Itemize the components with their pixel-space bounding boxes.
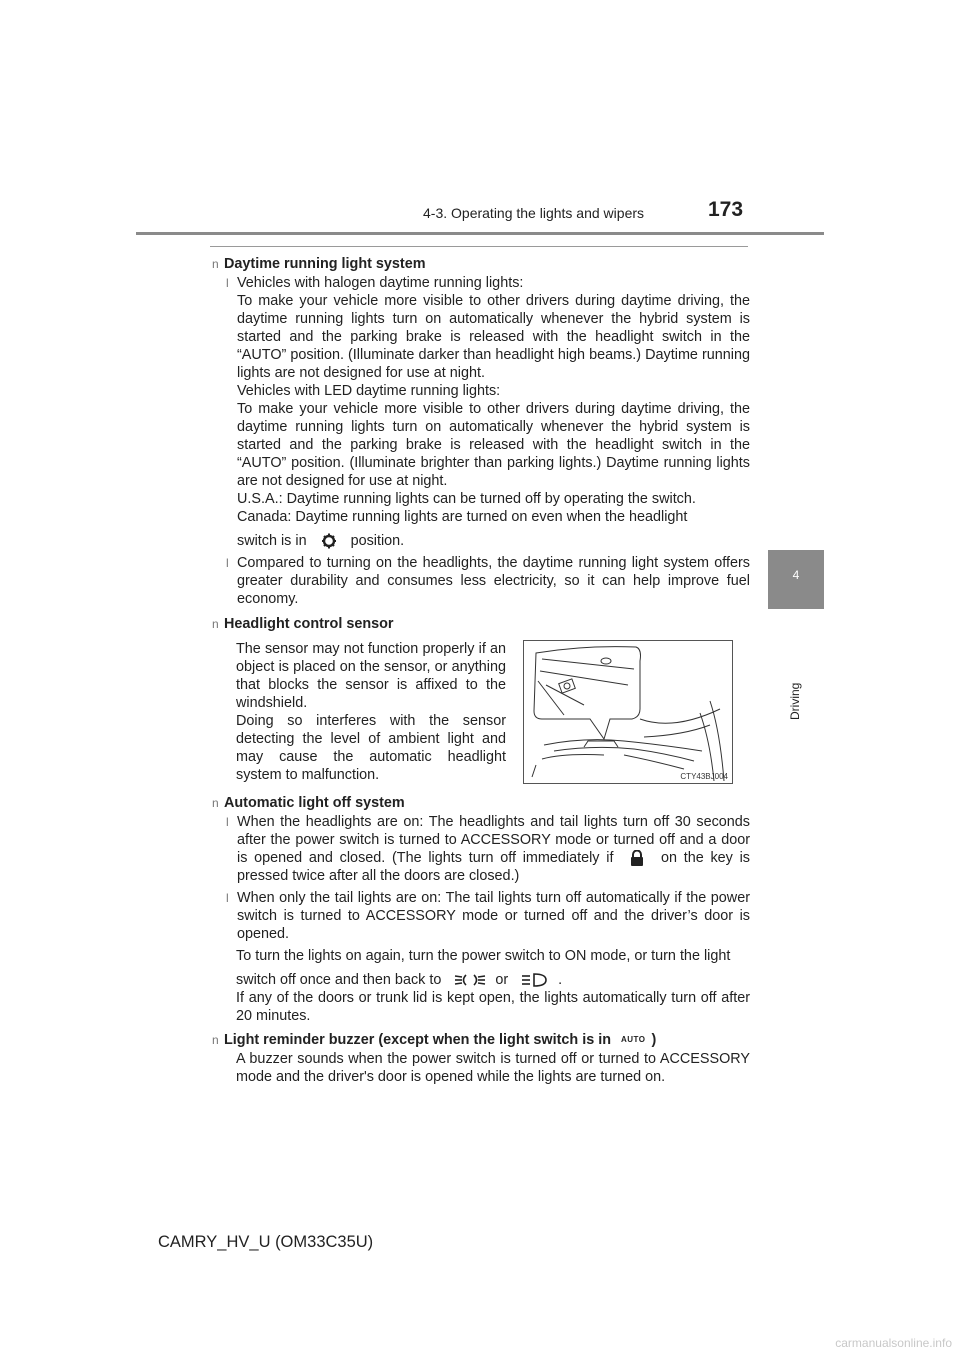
section-title-auto-off: n Automatic light off system — [212, 795, 405, 811]
tail-light-icon — [453, 972, 487, 988]
drl-halogen-heading: Vehicles with halogen daytime running lights: — [237, 275, 524, 291]
page-body — [212, 255, 750, 633]
auto-off-bullet-2: l When only the tail lights are on: The tail lights turn off automatically if the power switch is turned to ACCESSORY mode or turned off and the driver’s door is opened. — [226, 890, 750, 942]
section-header-title: 4-3. Operating the lights and wipers — [423, 205, 645, 221]
section-bullet: n — [212, 1033, 219, 1047]
chapter-tab — [768, 550, 824, 609]
lock-icon — [624, 850, 650, 866]
section-title-sensor: n Headlight control sensor — [212, 616, 394, 632]
section-title-buzzer: n Light reminder buzzer (except when the light switch is in AUTO ) — [212, 1032, 657, 1048]
sensor-text-2: Doing so interferes with the sensor detecting the level of ambient light and may cause the automatic headlight system to malfunction. — [236, 713, 506, 783]
drl-usa-text: U.S.A.: Daytime running lights can be turned off by operating the switch. — [237, 491, 696, 507]
chapter-label: Driving — [788, 682, 802, 720]
section-bullet: n — [212, 617, 219, 631]
sensor-illustration — [523, 640, 733, 784]
auto-off-para-1: To turn the lights on again, turn the power switch to ON mode, or turn the light — [236, 948, 731, 964]
page-body-lower — [212, 794, 750, 1086]
drl-switch-line: switch is in position. — [237, 533, 405, 549]
buzzer-text: A buzzer sounds when the power switch is turned off or turned to ACCESSORY mode and the driver's door is opened while the lights are turned on. — [236, 1051, 750, 1086]
drl-bullet-2: l Compared to turning on the headlights, the daytime running light system offers greater durability and consumes less electricity, so it can help improve fuel economy. — [226, 555, 750, 607]
sensor-text — [236, 640, 506, 784]
auto-icon: AUTO — [621, 1035, 646, 1045]
auto-off-para-3: If any of the doors or trunk lid is kept open, the lights automatically turn off after 20 minutes. — [236, 990, 750, 1024]
content-top-rule — [210, 246, 748, 247]
model-code: CAMRY_HV_U (OM33C35U) — [158, 1233, 374, 1251]
drl-canada-text: Canada: Daytime running lights are turned on even when the headlight — [237, 509, 688, 525]
page-number: 173 — [708, 198, 744, 221]
drl-bullet-1 — [212, 274, 750, 550]
watermark: carmanualsonline.info — [835, 1336, 952, 1350]
auto-off-bullet-1: l When the headlights are on: The headlights and tail lights turn off 30 seconds after the power switch is turned to ACCESSORY mode or turned off and a door is opened and closed. (The lights turn off immediately if on the key is pressed twice after all the doors are closed.) — [226, 814, 750, 884]
drl-halogen-text: To make your vehicle more visible to other drivers during daytime driving, the daytime running lights turn on automatically whenever the hybrid system is started and the parking brake is released with the headlight switch in the “AUTO” position. (Illuminate darker than headlight high beams.) Daytime running lights are not designed for use at night. — [237, 293, 750, 381]
item-bullet: l — [226, 891, 229, 905]
header-rule — [136, 232, 824, 235]
item-bullet: l — [226, 556, 229, 570]
sensor-text-1: The sensor may not function properly if an object is placed on the sensor, or anything that blocks the sensor is affixed to the windshield. — [236, 641, 506, 711]
auto-off-para-2: switch off once and then back to or . — [236, 972, 563, 988]
chapter-number: 4 — [792, 568, 800, 582]
figure-code: CTY43BJ004 — [680, 772, 728, 781]
section-bullet: n — [212, 796, 219, 810]
chapter-label-wrap — [786, 620, 802, 720]
drl-led-text: To make your vehicle more visible to other drivers during daytime driving, the daytime running lights turn on automatically whenever the hybrid system is started and the parking brake is released with the headlight switch in the “AUTO” position. (Illuminate brighter than parking lights.) Daytime running lights are not designed for use at night. — [237, 401, 750, 489]
drl-off-icon — [319, 533, 339, 549]
item-bullet: l — [226, 815, 229, 829]
section-title-drl: n Daytime running light system — [212, 256, 426, 272]
section-bullet: n — [212, 257, 219, 271]
windshield-sensor-drawing — [524, 641, 732, 783]
item-bullet: l — [226, 276, 229, 290]
headlight-icon — [520, 972, 550, 988]
drl-led-heading: Vehicles with LED daytime running lights: — [237, 383, 501, 399]
